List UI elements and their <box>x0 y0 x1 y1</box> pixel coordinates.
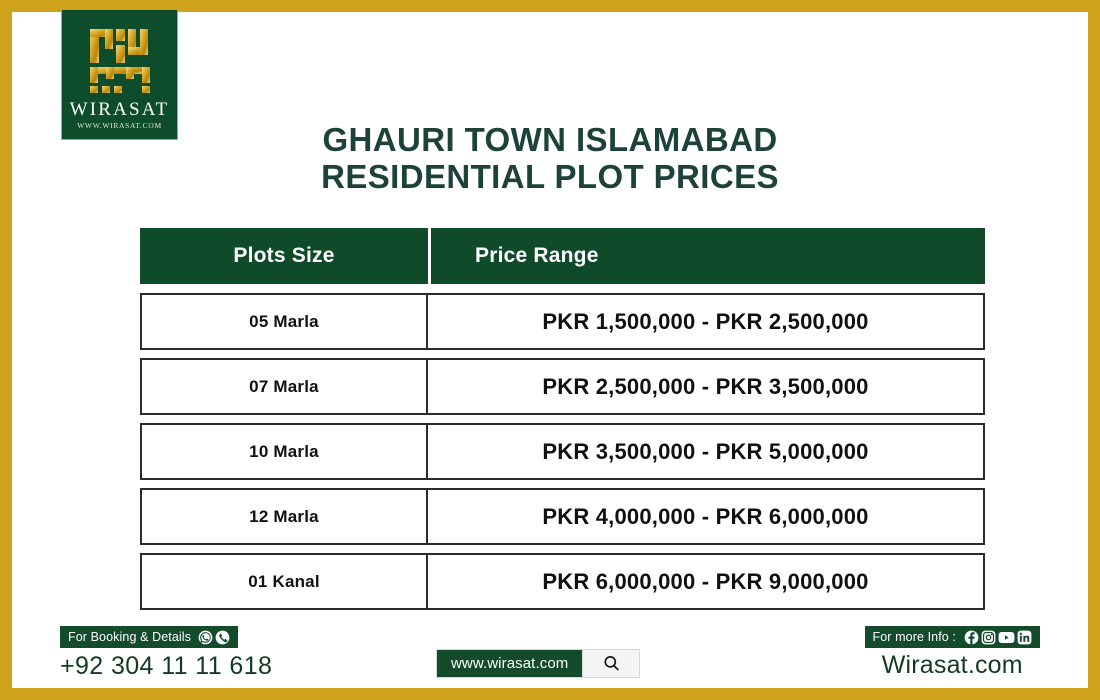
booking-contact-block <box>60 626 272 679</box>
table-row <box>140 553 985 610</box>
cell-plot-size-label: 05 Marla <box>249 311 319 331</box>
page-title <box>12 122 1088 196</box>
linkedin-icon[interactable] <box>1017 630 1032 645</box>
table-row <box>140 358 985 415</box>
column-header-price-range-label: Price Range <box>475 244 599 267</box>
column-header-plots-size-label: Plots Size <box>233 244 335 267</box>
youtube-icon[interactable] <box>998 630 1015 645</box>
search-icon <box>602 654 621 673</box>
cell-price-range-label: PKR 2,500,000 - PKR 3,500,000 <box>542 373 869 399</box>
cell-plot-size <box>142 425 428 478</box>
cell-price-range-label: PKR 3,500,000 - PKR 5,000,000 <box>542 438 869 464</box>
cell-price-range-label: PKR 4,000,000 - PKR 6,000,000 <box>542 503 869 529</box>
cell-plot-size <box>142 555 428 608</box>
title-line-2: RESIDENTIAL PLOT PRICES <box>321 157 779 195</box>
phone-number[interactable]: +92 304 11 11 618 <box>60 652 273 680</box>
cell-plot-size <box>142 490 428 543</box>
price-table <box>140 228 985 610</box>
table-row <box>140 423 985 480</box>
search-input[interactable] <box>437 650 582 677</box>
logo-wordmark: WIRASAT <box>69 99 170 120</box>
search-button[interactable] <box>582 650 639 677</box>
more-info-badge <box>865 626 1040 648</box>
booking-badge-icons <box>198 630 230 645</box>
cell-plot-size-label: 07 Marla <box>249 376 319 396</box>
cell-price-range-label: PKR 6,000,000 - PKR 9,000,000 <box>542 568 869 594</box>
wirasat-logo[interactable] <box>61 9 178 140</box>
cell-plot-size-label: 01 Kanal <box>248 571 320 591</box>
website-search-bar[interactable] <box>437 650 639 677</box>
cell-plot-size <box>142 295 428 348</box>
instagram-icon[interactable] <box>981 630 996 645</box>
cell-plot-size-label: 10 Marla <box>249 441 319 461</box>
cell-price-range <box>428 295 983 348</box>
cell-plot-size-label: 12 Marla <box>249 506 319 526</box>
cell-price-range <box>428 555 983 608</box>
table-row <box>140 293 985 350</box>
more-info-block <box>865 626 1040 678</box>
more-info-badge-label: For more Info : <box>872 630 956 644</box>
table-row <box>140 488 985 545</box>
logo-url: WWW.WIRASAT.COM <box>77 121 162 130</box>
booking-badge <box>60 626 238 648</box>
cell-plot-size <box>142 360 428 413</box>
cell-price-range <box>428 490 983 543</box>
phone-call-icon[interactable] <box>215 630 230 645</box>
cell-price-range <box>428 425 983 478</box>
facebook-icon[interactable] <box>964 630 979 645</box>
booking-badge-label: For Booking & Details <box>68 630 191 644</box>
cell-price-range-label: PKR 1,500,000 - PKR 2,500,000 <box>542 308 869 334</box>
whatsapp-icon[interactable] <box>198 630 213 645</box>
table-header-row <box>140 228 985 284</box>
site-name[interactable]: Wirasat.com <box>881 651 1023 679</box>
column-header-plots-size <box>140 228 428 284</box>
cell-price-range <box>428 360 983 413</box>
kufic-calligraphy-logo-icon <box>80 23 160 95</box>
title-line-1: GHAURI TOWN ISLAMABAD <box>322 121 778 158</box>
social-icons <box>964 630 1032 645</box>
column-header-price-range <box>431 228 985 284</box>
search-input-value: www.wirasat.com <box>451 655 569 672</box>
